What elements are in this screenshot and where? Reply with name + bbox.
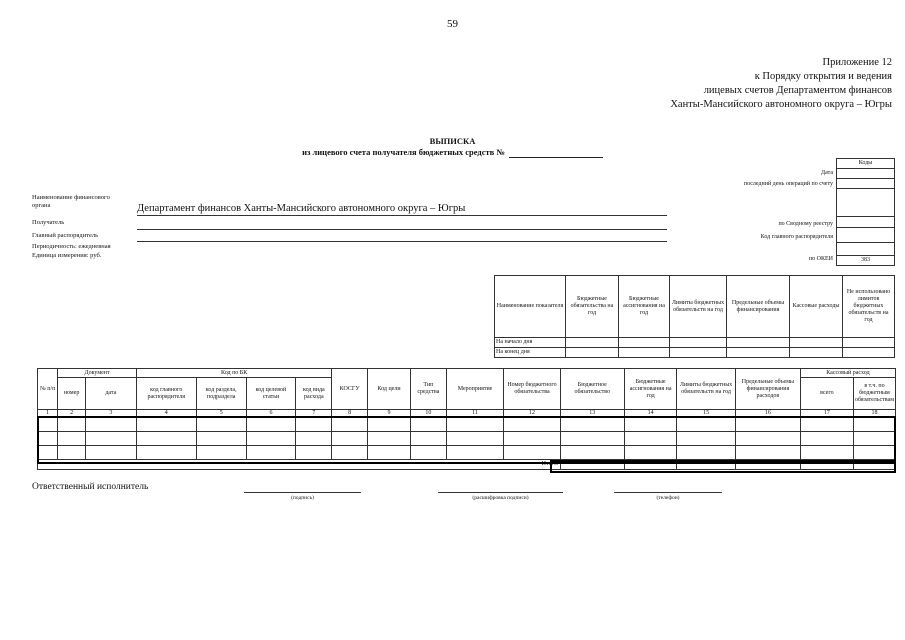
hdr-cash-total: всего [800, 378, 853, 410]
table-cell[interactable] [853, 446, 895, 460]
appendix-line: лицевых счетов Департаментом финансов [703, 85, 892, 96]
col-number: 4 [136, 410, 196, 418]
total-cell[interactable] [853, 460, 895, 470]
main-manager-field[interactable] [137, 241, 667, 242]
recipient-label: Получатель [32, 219, 65, 226]
col-number: 7 [296, 410, 332, 418]
svod-label: по Сводному реестру [778, 221, 833, 227]
table-cell[interactable] [727, 348, 790, 358]
phone-field[interactable] [614, 492, 722, 493]
col-number: 1 [38, 410, 58, 418]
table-row [38, 418, 896, 432]
appendix-line: Ханты-Мансийского автономного округа – Югры [670, 99, 892, 110]
phone-caption: (телефон) [656, 495, 680, 501]
hdr-event: Мероприятие [446, 369, 504, 410]
table-cell[interactable] [446, 432, 504, 446]
code-okei: 383 [837, 256, 895, 266]
hdr-limits: Лимиты бюджетных обязательств на год [677, 369, 736, 410]
table-cell[interactable] [58, 432, 86, 446]
table-cell[interactable] [411, 432, 446, 446]
table-cell[interactable] [670, 338, 727, 348]
code-blank [837, 189, 895, 217]
table-cell[interactable] [566, 338, 619, 348]
table-cell[interactable] [246, 446, 296, 460]
col-number: 2 [58, 410, 86, 418]
col-number: 8 [332, 410, 367, 418]
table-cell[interactable] [800, 446, 853, 460]
table-cell[interactable] [790, 348, 843, 358]
table-cell[interactable] [735, 446, 800, 460]
appendix-note [670, 56, 892, 112]
sum-header: Кассовые расходы [790, 276, 843, 338]
okei-label: по ОКЕИ [808, 256, 833, 262]
hdr-target: Код цели [367, 369, 410, 410]
title-sub: из лицевого счета получателя бюджетных средств № [302, 147, 505, 157]
periodicity-label: Периодичность: ежедневная [32, 243, 111, 250]
code-svod[interactable] [837, 217, 895, 228]
table-cell[interactable] [196, 418, 246, 432]
table-row [38, 432, 896, 446]
table-cell[interactable] [196, 432, 246, 446]
table-cell[interactable] [367, 418, 410, 432]
hdr-doc-number: номер [58, 378, 86, 410]
code-blank [837, 243, 895, 256]
table-cell[interactable] [670, 348, 727, 358]
table-cell[interactable] [790, 338, 843, 348]
col-number: 15 [677, 410, 736, 418]
decoding-caption: (расшифровка подписи) [472, 495, 529, 501]
table-cell[interactable] [246, 418, 296, 432]
hdr-cash-unused: в т.ч. по бюджетным обязательствам [853, 378, 895, 410]
hdr-kbk-section: код раздела, подраздела [196, 378, 246, 410]
total-cell[interactable] [560, 460, 625, 470]
sum-header: Бюджетные обязательства на год [566, 276, 619, 338]
table-cell[interactable] [625, 446, 677, 460]
table-cell[interactable] [677, 446, 736, 460]
title-main: ВЫПИСКА [429, 136, 476, 146]
table-cell[interactable] [296, 432, 332, 446]
row-label: На конец дня [495, 348, 566, 358]
sum-header: Предельные объемы финансирования [727, 276, 790, 338]
appendix-line: Приложение 12 [822, 57, 892, 68]
last-date-label: последний день операций по счету [743, 181, 833, 187]
table-cell[interactable] [560, 418, 625, 432]
sum-header: Наименование показателя [495, 276, 566, 338]
col-number: 9 [367, 410, 410, 418]
hdr-num: № п/п [38, 369, 58, 410]
table-cell[interactable] [677, 432, 736, 446]
table-cell[interactable] [677, 418, 736, 432]
table-cell[interactable] [560, 446, 625, 460]
hdr-kbk-type: код вида расхода [296, 378, 332, 410]
responsible-label: Ответственный исполнитель [32, 482, 149, 492]
col-number: 13 [560, 410, 625, 418]
table-cell[interactable] [367, 432, 410, 446]
hdr-doc: Документ [58, 369, 136, 378]
table-row [38, 446, 896, 460]
table-cell[interactable] [332, 432, 367, 446]
total-cell[interactable] [677, 460, 736, 470]
table-cell[interactable] [727, 338, 790, 348]
col-number: 5 [196, 410, 246, 418]
table-row [495, 348, 895, 358]
table-cell[interactable] [136, 418, 196, 432]
table-cell[interactable] [332, 418, 367, 432]
total-cell[interactable] [800, 460, 853, 470]
document-title [0, 136, 905, 158]
hdr-fund-type: Тип средства [411, 369, 446, 410]
table-cell[interactable] [136, 446, 196, 460]
label-line: Наименование финансового [32, 194, 110, 201]
account-number-field[interactable] [509, 148, 603, 158]
hdr-cash: Кассовый расход [800, 369, 895, 378]
table-cell[interactable] [566, 348, 619, 358]
table-cell[interactable] [625, 418, 677, 432]
table-row [495, 338, 895, 348]
main-manager-label: Главный распорядитель [32, 232, 99, 239]
col-number: 6 [246, 410, 296, 418]
hdr-kbk-item: код целевой статьи [246, 378, 296, 410]
table-cell[interactable] [58, 446, 86, 460]
table-cell[interactable] [504, 432, 560, 446]
col-number: 17 [800, 410, 853, 418]
hdr-limit-fin: Предельные объемы финансирования расходов [735, 369, 800, 410]
table-cell[interactable] [853, 432, 895, 446]
hdr-kbk-head: код главного распорядителя [136, 378, 196, 410]
hdr-obligation: Бюджетное обязательство [560, 369, 625, 410]
signature-field[interactable] [244, 492, 361, 493]
codes-header: Коды [837, 159, 895, 169]
codes-box [836, 158, 895, 266]
table-cell[interactable] [504, 446, 560, 460]
code-date[interactable] [837, 169, 895, 179]
sum-header: Не использовано лимитов бюджетных обязательств на год [843, 276, 895, 338]
col-number: 16 [735, 410, 800, 418]
main-table [37, 368, 896, 470]
hdr-assign: Бюджетные ассигнования на год [625, 369, 677, 410]
table-cell[interactable] [735, 432, 800, 446]
table-cell[interactable] [853, 418, 895, 432]
table-cell[interactable] [843, 338, 895, 348]
total-cell[interactable] [625, 460, 677, 470]
total-cell[interactable] [735, 460, 800, 470]
signature-caption: (подпись) [291, 495, 314, 501]
code-last-date[interactable] [837, 179, 895, 189]
col-number: 12 [504, 410, 560, 418]
table-cell[interactable] [619, 338, 670, 348]
table-cell[interactable] [136, 432, 196, 446]
table-cell[interactable] [38, 432, 58, 446]
fin-org-underline [137, 215, 667, 216]
table-cell[interactable] [843, 348, 895, 358]
table-cell[interactable] [411, 446, 446, 460]
table-cell[interactable] [85, 432, 136, 446]
hdr-kbk: Код по БК [136, 369, 332, 378]
table-cell[interactable] [38, 418, 58, 432]
table-cell[interactable] [800, 418, 853, 432]
page-number: 59 [447, 18, 458, 30]
fin-org-value: Департамент финансов Ханты-Мансийского автономного округа – Югры [137, 203, 466, 214]
decoding-field[interactable] [438, 492, 563, 493]
table-cell[interactable] [58, 418, 86, 432]
table-cell[interactable] [446, 418, 504, 432]
table-cell[interactable] [38, 446, 58, 460]
hdr-kosgu: КОСГУ [332, 369, 367, 410]
table-cell[interactable] [296, 446, 332, 460]
unit-label: Единица измерения: руб. [32, 252, 102, 259]
col-number: 18 [853, 410, 895, 418]
total-row [38, 460, 896, 470]
table-cell[interactable] [246, 432, 296, 446]
col-number: 10 [411, 410, 446, 418]
total-label: Итого: [38, 460, 561, 470]
table-cell[interactable] [85, 418, 136, 432]
col-number: 14 [625, 410, 677, 418]
appendix-line: к Порядку открытия и ведения [754, 71, 892, 82]
table-cell[interactable] [735, 418, 800, 432]
hdr-doc-date: дата [85, 378, 136, 410]
date-label: Дата [821, 170, 833, 176]
table-cell[interactable] [560, 432, 625, 446]
table-cell[interactable] [446, 446, 504, 460]
table-cell[interactable] [332, 446, 367, 460]
table-cell[interactable] [411, 418, 446, 432]
col-number: 3 [85, 410, 136, 418]
recipient-field[interactable] [137, 229, 667, 230]
table-cell[interactable] [367, 446, 410, 460]
label-line: органа [32, 202, 51, 209]
table-cell[interactable] [625, 432, 677, 446]
sum-header: Бюджетные ассигнования на год [619, 276, 670, 338]
table-cell[interactable] [196, 446, 246, 460]
table-cell[interactable] [800, 432, 853, 446]
table-cell[interactable] [619, 348, 670, 358]
table-cell[interactable] [504, 418, 560, 432]
hdr-obligation-no: Номер бюджетного обязательства [504, 369, 560, 410]
table-cell[interactable] [296, 418, 332, 432]
table-cell[interactable] [85, 446, 136, 460]
row-label: На начало дня [495, 338, 566, 348]
sum-header: Лимиты бюджетных обязательств на год [670, 276, 727, 338]
head-code-label: Код главного распорядителя [760, 234, 833, 240]
summary-table [494, 275, 895, 358]
code-head[interactable] [837, 228, 895, 243]
fin-org-label [32, 194, 110, 210]
col-number: 11 [446, 410, 504, 418]
